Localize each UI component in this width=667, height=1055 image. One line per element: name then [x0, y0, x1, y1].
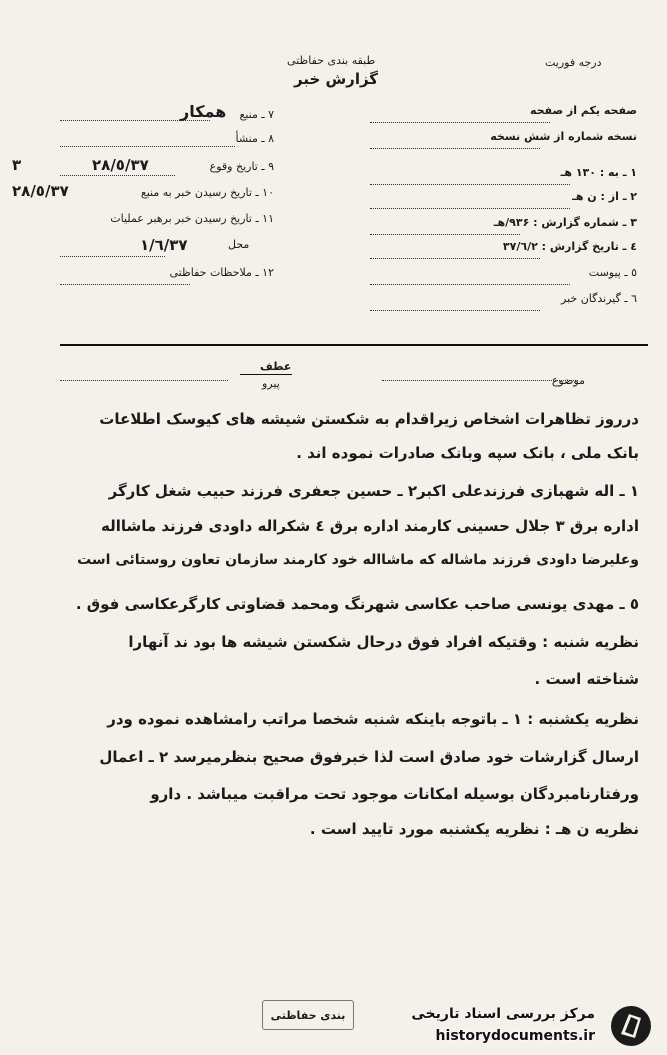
field-from: ۲ ـ از : ن هـ	[572, 190, 637, 203]
body-line: درروز تظاهرات اشخاص زیراقدام به شکستن شیشه های کیوسک اطلاعات	[99, 410, 639, 428]
dotted-line	[60, 175, 175, 176]
field-source-label: ۷ ـ منبع	[239, 108, 274, 121]
field-leader-received-label: ۱۱ ـ تاریخ رسیدن خبر برهبر عملیات	[110, 212, 274, 225]
body-line: نظریه شنبه : وقتیکه افراد فوق درحال شکستن شیشه ها بود ند آنهارا	[128, 633, 639, 651]
watermark-title: مرکز بررسی اسناد تاریخی	[411, 1006, 595, 1022]
page-title: گزارش خبر	[294, 70, 379, 88]
body-line: بانک ملی ، بانک سپه وبانک صادرات نموده اند .	[296, 444, 639, 462]
subject-label: موضوع	[551, 374, 585, 387]
dotted-line	[60, 146, 235, 147]
body-line: ۱ ـ اله شهبازی فرزندعلی اکبر۲ ـ حسین جعفری فرزند حبیب شغل کارگر	[108, 482, 639, 500]
body-line: ورفتارنامبردگان بوسیله امکانات موجود تحت مراقبت میباشد . دارو	[150, 785, 639, 803]
header-divider	[60, 344, 648, 346]
page-number-field: صفحه یکم از صفحه	[529, 104, 637, 117]
field-event-date-value: ۳۷/٥/۲۸	[92, 156, 149, 174]
dotted-line	[370, 284, 570, 285]
dotted-line	[370, 310, 540, 311]
urgency-label: درجه فوریت	[545, 56, 602, 69]
dotted-line	[370, 184, 570, 185]
copy-number-field: نسخه شماره از شش نسخه	[490, 130, 637, 143]
dotted-line	[60, 256, 165, 257]
field-event-date-label: ۹ ـ تاریخ وقوع	[209, 160, 274, 173]
archive-logo-icon	[609, 1004, 653, 1048]
classification-stamp: بندی حفاظتی	[262, 1000, 354, 1030]
field-attachment: ٥ ـ پیوست	[588, 266, 637, 279]
reference-label: عطف	[260, 360, 292, 373]
dotted-line	[382, 380, 578, 381]
field-source-received-value: ۳۷/٥/۲۸	[12, 182, 69, 200]
field-security-notes: ۱۲ ـ ملاحظات حفاظتی	[169, 266, 274, 279]
classification-label: طبقه بندی حفاظتی	[287, 54, 376, 67]
dotted-line	[370, 258, 540, 259]
dotted-line	[60, 284, 190, 285]
dotted-line	[60, 120, 210, 121]
field-event-date-extra: ۳	[12, 156, 22, 174]
body-line: ٥ ـ مهدی یونسی صاحب عکاسی شهرنگ ومحمد قضاوتی کارگرعکاسی فوق .	[75, 595, 639, 613]
place-label: محل	[228, 238, 250, 251]
body-line: شناخته است .	[534, 670, 639, 688]
field-recipients: ٦ ـ گیرندگان خبر	[561, 292, 637, 305]
field-to: ۱ ـ به : ۱۳۰ هـ	[560, 166, 637, 179]
field-origin: ۸ ـ منشأ	[235, 132, 274, 145]
body-line: نظریه یکشنبه : ۱ ـ باتوجه باینکه شنبه شخصا مراتب رامشاهده نموده ودر	[107, 710, 639, 728]
dotted-line	[370, 122, 550, 123]
field-source-received-label: ۱۰ ـ تاریخ رسیدن خبر به منبع	[140, 186, 274, 199]
field-report-number: ۳ ـ شماره گزارش : ۹۳۶/هـ	[493, 216, 637, 229]
body-line: وعلیرضا داودی فرزند ماشاله که ماشااله خود کارمند سازمان تعاون روستائی است	[77, 552, 639, 568]
watermark-url: historydocuments.ir	[435, 1028, 595, 1044]
dotted-line	[370, 148, 540, 149]
watermark	[398, 1006, 653, 1050]
body-line: نظریه ن هـ : نظریه یکشنبه مورد تایید است .	[309, 820, 639, 838]
dotted-line	[370, 234, 520, 235]
field-report-date: ٤ ـ تاریخ گزارش : ۳۷/٦/۲	[502, 240, 637, 253]
reference-divider	[240, 374, 292, 375]
place-value: ۳۷/٦/۱	[140, 236, 188, 254]
field-source-value: همکار	[180, 102, 227, 121]
dotted-line	[60, 380, 228, 381]
body-line: ارسال گزارشات خود صادق است لذا خبرفوق صحیح بنظرمیرسد ۲ ـ اعمال	[99, 748, 639, 766]
followup-label: پیرو	[262, 377, 280, 390]
body-line: اداره برق ۳ جلال حسینی کارمند اداره برق ٤ شکراله داودی فرزند ماشااله	[100, 517, 639, 535]
dotted-line	[370, 208, 570, 209]
